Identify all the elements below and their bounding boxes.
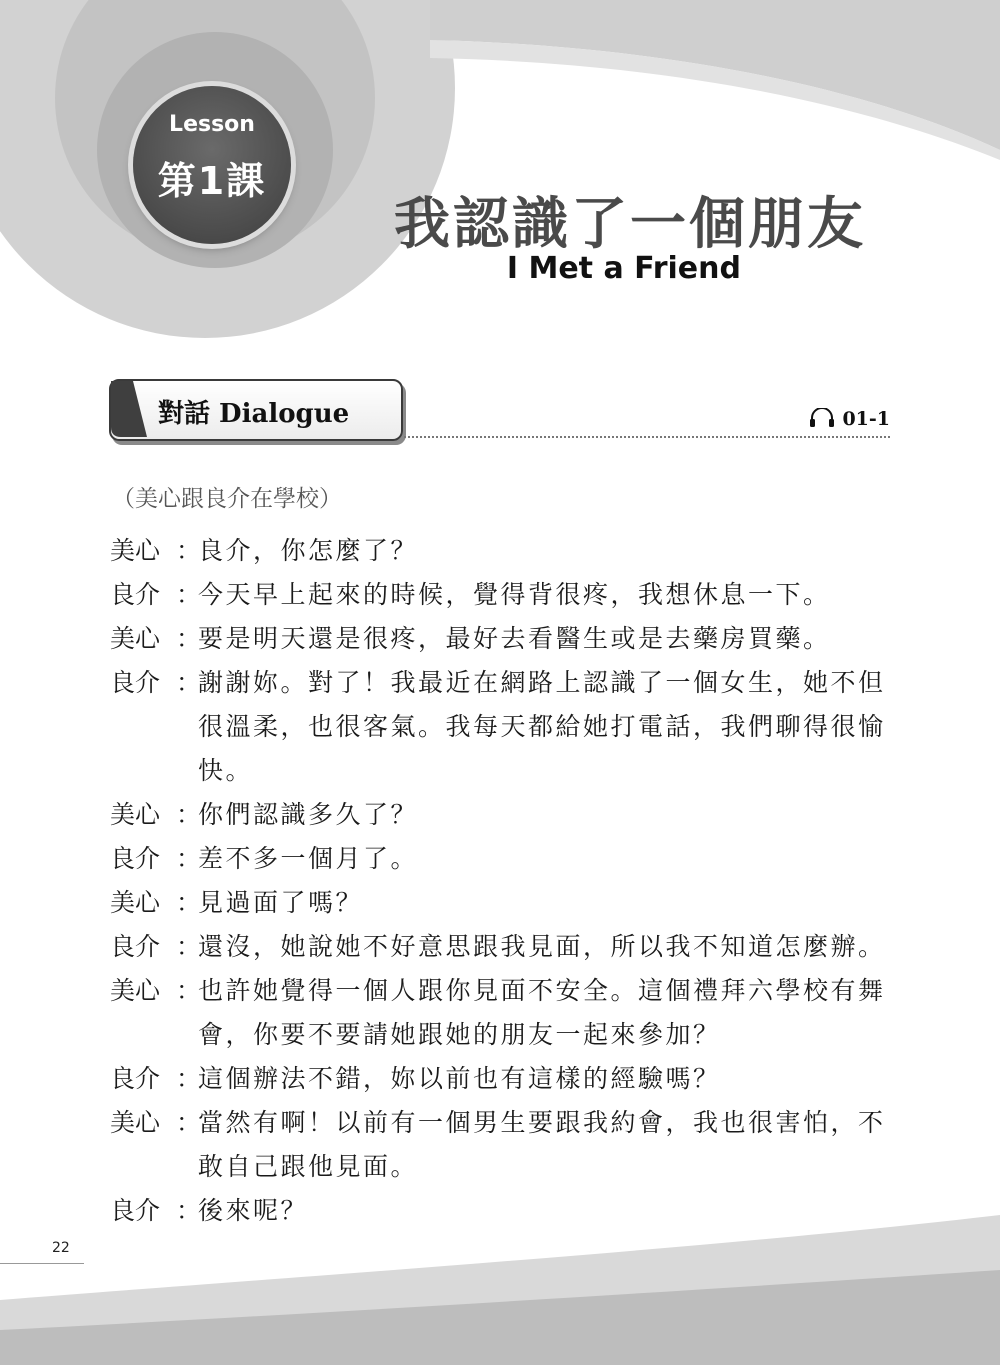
dialogue-line [110,793,895,837]
speaker-colon: ： [176,1064,202,1093]
speaker-name: 良介 [110,844,161,873]
headphones-icon [808,408,836,428]
speaker-name: 美心 [110,976,161,1005]
page-title-english: I Met a Friend [506,251,741,286]
dialogue-line [110,1189,895,1233]
speaker-colon: ： [176,932,202,961]
speaker-colon: ： [176,844,202,873]
speaker-colon: ： [176,1196,202,1225]
dotted-divider [404,436,890,438]
lesson-label: Lesson [169,112,255,137]
lesson-badge [133,86,291,244]
speaker-name: 美心 [110,536,161,565]
speaker-name: 良介 [110,1064,161,1093]
dialogue-list [110,529,895,1233]
speaker-name: 美心 [110,624,161,653]
dialogue-text: 也許她覺得一個人跟你見面不安全。這個禮拜六學校有舞會，你要不要請她跟她的朋友一起來參加？ [198,976,886,1049]
dialogue-line [110,617,895,661]
page-number-rule [0,1263,84,1264]
dialogue-text: 要是明天還是很疼，最好去看醫生或是去藥房買藥。 [198,624,831,653]
dialogue-line [110,661,895,793]
dialogue-text: 見過面了嗎？ [198,888,364,917]
dialogue-text: 謝謝妳。對了！我最近在網路上認識了一個女生，她不但很溫柔，也很客氣。我每天都給她打電話，我們聊得很愉快。 [198,668,886,785]
speaker-name: 良介 [110,668,161,697]
speaker-colon: ： [176,976,202,1005]
speaker-colon: ： [176,536,202,565]
dialogue-text: 還沒，她說她不好意思跟我見面，所以我不知道怎麼辦。 [198,932,886,961]
dialogue-line [110,925,895,969]
page-number: 22 [52,1240,70,1256]
speaker-name: 美心 [110,888,161,917]
dialogue-text: 當然有啊！以前有一個男生要跟我約會，我也很害怕，不敢自己跟他見面。 [198,1108,886,1181]
speaker-name: 美心 [110,800,161,829]
speaker-name: 良介 [110,932,161,961]
dialogue-line [110,837,895,881]
speaker-colon: ： [176,1108,202,1137]
speaker-colon: ： [176,800,202,829]
dialogue-text: 這個辦法不錯，妳以前也有這樣的經驗嗎？ [198,1064,721,1093]
dialogue-line [110,1101,895,1189]
scene-description: （美心跟良介在學校） [112,486,342,512]
section-title: 對話 Dialogue [158,399,350,429]
dialogue-text: 良介，你怎麼了？ [198,536,419,565]
speaker-colon: ： [176,668,202,697]
speaker-colon: ： [176,624,202,653]
speaker-colon: ： [176,580,202,609]
speaker-name: 美心 [110,1108,161,1137]
lesson-number: 第1課 [157,159,267,203]
dialogue-line [110,969,895,1057]
audio-track [808,408,890,430]
dialogue-line [110,529,895,573]
speaker-colon: ： [176,888,202,917]
speaker-name: 良介 [110,1196,161,1225]
dialogue-text: 你們認識多久了？ [198,800,419,829]
section-tab-shape [109,379,149,441]
dialogue-text: 差不多一個月了。 [198,844,419,873]
speaker-name: 良介 [110,580,161,609]
dialogue-text: 今天早上起來的時候，覺得背很疼，我想休息一下。 [198,580,831,609]
dialogue-text: 後來呢？ [198,1196,309,1225]
dialogue-line [110,573,895,617]
dialogue-line [110,1057,895,1101]
audio-track-number: 01-1 [842,408,890,430]
page-title-chinese: 我認識了一個朋友 [394,192,866,257]
dialogue-line [110,881,895,925]
